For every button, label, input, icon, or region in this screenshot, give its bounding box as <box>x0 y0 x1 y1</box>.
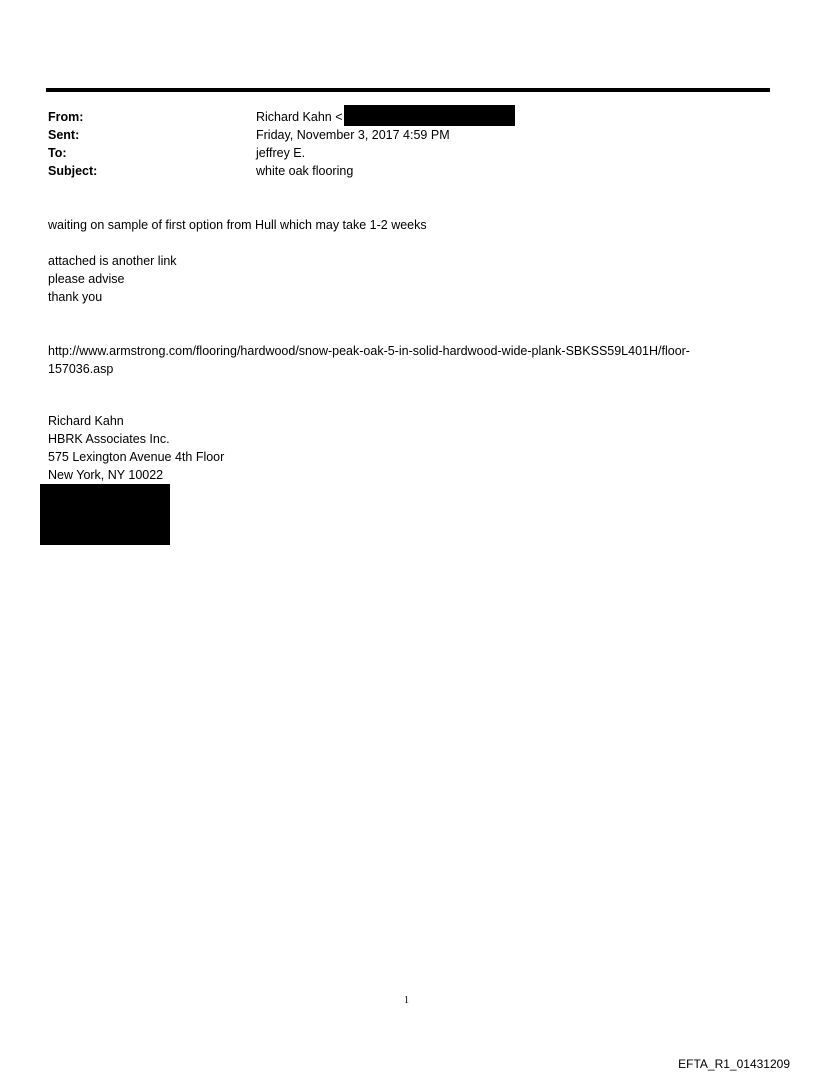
to-label: To: <box>48 146 67 160</box>
sent-value: Friday, November 3, 2017 4:59 PM <box>256 128 450 142</box>
subject-label: Subject: <box>48 164 98 178</box>
to-value: jeffrey E. <box>256 146 306 160</box>
from-value: Richard Kahn < <box>256 110 343 124</box>
signature-address: New York, NY 10022 <box>48 468 164 482</box>
page-number: 1 <box>404 995 409 1006</box>
signature-address: 575 Lexington Avenue 4th Floor <box>48 450 225 464</box>
redaction-box <box>40 484 170 545</box>
signature-company: HBRK Associates Inc. <box>48 432 170 446</box>
body-line: waiting on sample of first option from Hull which may take 1-2 weeks <box>48 218 427 232</box>
link-line[interactable]: http://www.armstrong.com/flooring/hardwood/snow-peak-oak-5-in-solid-hardwood-wide-plank-SBKSS59L401H/floor- <box>48 344 690 358</box>
header-rule <box>46 88 770 92</box>
link-line[interactable]: 157036.asp <box>48 362 114 376</box>
sent-label: Sent: <box>48 128 80 142</box>
redaction-box <box>344 105 515 126</box>
subject-value: white oak flooring <box>256 164 354 178</box>
from-label: From: <box>48 110 84 124</box>
body-line: please advise <box>48 272 125 286</box>
bates-number: EFTA_R1_01431209 <box>678 1057 790 1071</box>
body-line: attached is another link <box>48 254 177 268</box>
signature-name: Richard Kahn <box>48 414 124 428</box>
body-line: thank you <box>48 290 103 304</box>
